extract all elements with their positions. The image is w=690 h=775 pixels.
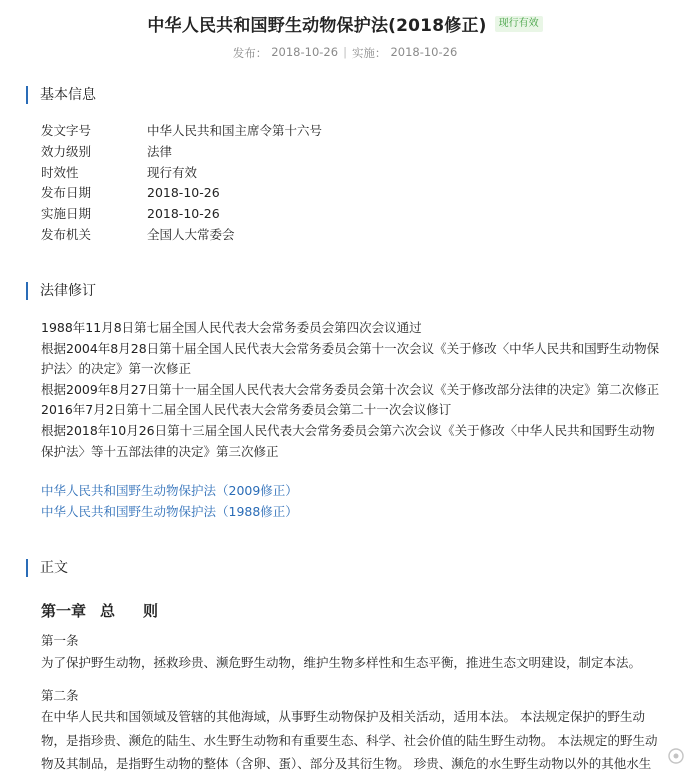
document-header	[0, 0, 690, 61]
article-body	[41, 705, 663, 775]
info-key: 时效性	[41, 164, 79, 180]
info-value: 全国人大常委会	[147, 226, 235, 242]
chapter-title	[41, 600, 158, 621]
chapter-name-part: 则	[143, 602, 159, 620]
info-key: 发文字号	[41, 123, 92, 138]
revision-line: 护法〉的决定》第一次修正	[41, 361, 192, 377]
meta-separator: |	[343, 45, 347, 59]
status-badge: 现行有效	[495, 16, 543, 32]
info-value: 2018-10-26	[147, 185, 220, 201]
article-line: 物，是指珍贵、濒危的陆生、水生野生动物和有重要生态、科学、社会价值的陆生野生动物。 本法规定的野生动	[41, 732, 658, 748]
info-row	[41, 121, 322, 142]
chapter-number: 第一章	[41, 602, 87, 620]
info-key: 效力级别	[41, 143, 92, 159]
info-key: 实施日期	[41, 206, 92, 222]
section-heading-revisions: 法律修订	[26, 282, 96, 300]
chapter-name-part: 总	[100, 602, 116, 620]
article-title: 第一条	[41, 633, 79, 648]
published-label: 发布：	[232, 46, 268, 60]
article-line: 为了保护野生动物，拯救珍贵、濒危野生动物，维护生物多样性和生态平衡，推进生态文明建设，制定本法。	[41, 655, 642, 670]
revision-line: 1988年11月8日第七届全国人民代表大会常务委员会第四次会议通过	[41, 320, 422, 335]
section-heading-body: 正文	[26, 559, 68, 577]
info-value: 现行有效	[147, 164, 198, 180]
info-value: 中华人民共和国主席令第十六号	[147, 123, 323, 138]
page-title: 中华人民共和国野生动物保护法(2018修正)	[147, 16, 487, 36]
related-law-link-1988[interactable]: 中华人民共和国野生动物保护法（1988修正）	[41, 503, 298, 519]
revision-line: 根据2018年10月26日第十三届全国人民代表大会常务委员会第六次会议《关于修改〈中华人民共和国野生动物	[41, 422, 655, 438]
article-line: 在中华人民共和国领域及管辖的其他海域，从事野生动物保护及相关活动，适用本法。 本法规定保护的野生动	[41, 709, 645, 724]
related-law-link-2009[interactable]: 中华人民共和国野生动物保护法（2009修正）	[41, 483, 298, 498]
effective-label: 实施：	[351, 46, 387, 60]
published-date: 2018-10-26	[271, 45, 339, 59]
revision-history	[41, 318, 661, 462]
effective-date: 2018-10-26	[390, 45, 458, 59]
info-row	[41, 225, 322, 246]
publish-meta	[0, 45, 690, 61]
info-value: 法律	[147, 143, 173, 159]
info-row	[41, 142, 322, 163]
section-heading-basic-info: 基本信息	[26, 86, 96, 104]
revision-line: 根据2009年8月27日第十一届全国人民代表大会常务委员会第十次会议《关于修改部分法律的决定》第二次修正	[41, 381, 660, 397]
watermark-icon	[665, 747, 687, 769]
watermark-logo-icon	[667, 747, 685, 765]
info-row	[41, 204, 322, 225]
revision-line: 2016年7月2日第十二届全国人民代表大会常务委员会第二十一次会议修订	[41, 402, 452, 418]
revision-line: 根据2004年8月28日第十届全国人民代表大会常务委员会第十一次会议《关于修改〈中华人民共和国野生动物保	[41, 340, 660, 356]
basic-info-table	[41, 121, 322, 246]
info-row	[41, 163, 322, 184]
title-row	[0, 11, 690, 36]
revision-line: 保护法〉等十五部法律的决定》第三次修正	[41, 443, 279, 459]
info-key: 发布机关	[41, 226, 92, 242]
info-value: 2018-10-26	[147, 206, 220, 222]
article-body	[41, 651, 663, 675]
info-row	[41, 183, 322, 204]
article-line: 物及其制品，是指野生动物的整体（含卵、蛋）、部分及其衍生物。 珍贵、濒危的水生野生动物以外的其他水生	[41, 756, 652, 771]
related-links	[41, 481, 298, 523]
article-title: 第二条	[41, 688, 79, 703]
info-key: 发布日期	[41, 185, 92, 201]
